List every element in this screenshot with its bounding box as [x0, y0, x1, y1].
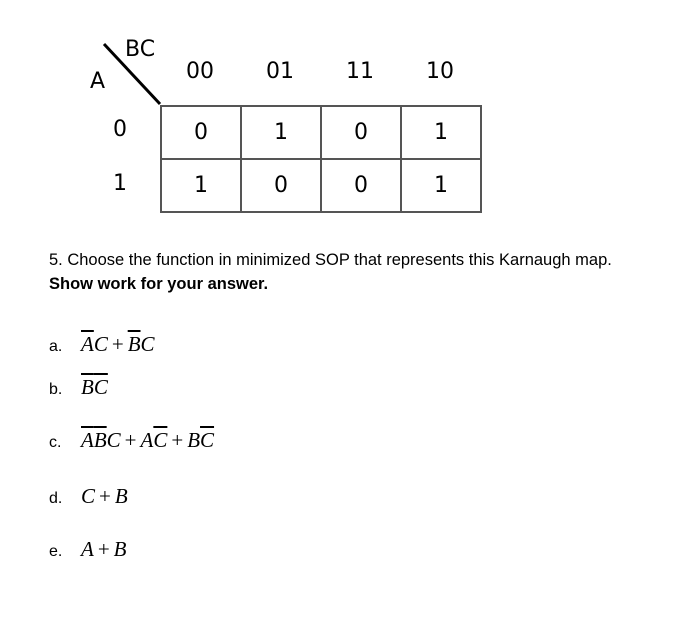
kmap-grid — [160, 105, 482, 213]
karnaugh-map — [0, 0, 700, 230]
negated-variable: $\overline{B}$ — [127, 332, 141, 356]
operator: + — [99, 484, 111, 508]
kmap-cell: 0 — [321, 159, 401, 212]
answer-option-e[interactable] — [49, 537, 127, 562]
kmap-row — [161, 159, 481, 212]
kmap-cell: 1 — [401, 106, 481, 159]
kmap-cell: 0 — [161, 106, 241, 159]
option-expression — [81, 484, 128, 508]
kmap-row-header: 1 — [113, 171, 127, 196]
kmap-var-bc: BC — [125, 37, 156, 62]
variable: C — [81, 484, 96, 508]
kmap-cell: 1 — [161, 159, 241, 212]
negated-variable: $\overline{B}$ — [81, 375, 94, 399]
option-letter: e. — [49, 543, 63, 560]
negated-variable: $\overline{C}$ — [153, 428, 168, 452]
kmap-col-header: 11 — [346, 59, 374, 84]
variable: B — [187, 428, 201, 452]
question-text: 5. Choose the function in minimized SOP that represents this Karnaugh map. — [49, 251, 612, 269]
kmap-col-header: 10 — [426, 59, 454, 84]
kmap-row-header: 0 — [113, 117, 127, 142]
option-letter: b. — [49, 381, 63, 398]
option-letter: d. — [49, 490, 63, 507]
variable: A — [140, 428, 154, 452]
answer-option-a[interactable] — [49, 332, 155, 357]
option-letter: c. — [49, 434, 62, 451]
kmap-col-header: 00 — [186, 59, 214, 84]
answer-option-c[interactable] — [49, 428, 214, 453]
kmap-cell: 0 — [241, 159, 321, 212]
variable: B — [113, 537, 127, 561]
negated-variable: $\overline{A}$ — [81, 332, 94, 356]
variable: B — [114, 484, 128, 508]
variable: A — [81, 537, 94, 561]
variable: C — [106, 428, 121, 452]
kmap-var-a: A — [90, 69, 106, 94]
option-letter: a. — [49, 338, 63, 355]
kmap-row — [161, 106, 481, 159]
negated-variable: $\overline{B}$ — [93, 428, 107, 452]
option-expression — [81, 375, 108, 399]
variable: C — [140, 332, 155, 356]
option-expression — [81, 332, 155, 356]
kmap-col-header: 01 — [266, 59, 294, 84]
option-expression — [81, 537, 127, 561]
kmap-cell: 1 — [401, 159, 481, 212]
answer-option-b[interactable] — [49, 375, 108, 400]
operator: + — [124, 428, 137, 452]
negated-variable: $\overline{A}$ — [81, 428, 94, 452]
operator: + — [97, 537, 110, 561]
question-instruction: Show work for your answer. — [49, 275, 269, 293]
option-expression — [81, 428, 214, 452]
question-block — [49, 248, 612, 296]
kmap-cell: 0 — [321, 106, 401, 159]
operator: + — [171, 428, 184, 452]
answer-option-d[interactable] — [49, 484, 128, 509]
kmap-cell: 1 — [241, 106, 321, 159]
negated-variable: $\overline{C}$ — [200, 428, 215, 452]
operator: + — [111, 332, 124, 356]
variable: C — [93, 332, 108, 356]
negated-variable: $\overline{C}$ — [93, 375, 108, 399]
